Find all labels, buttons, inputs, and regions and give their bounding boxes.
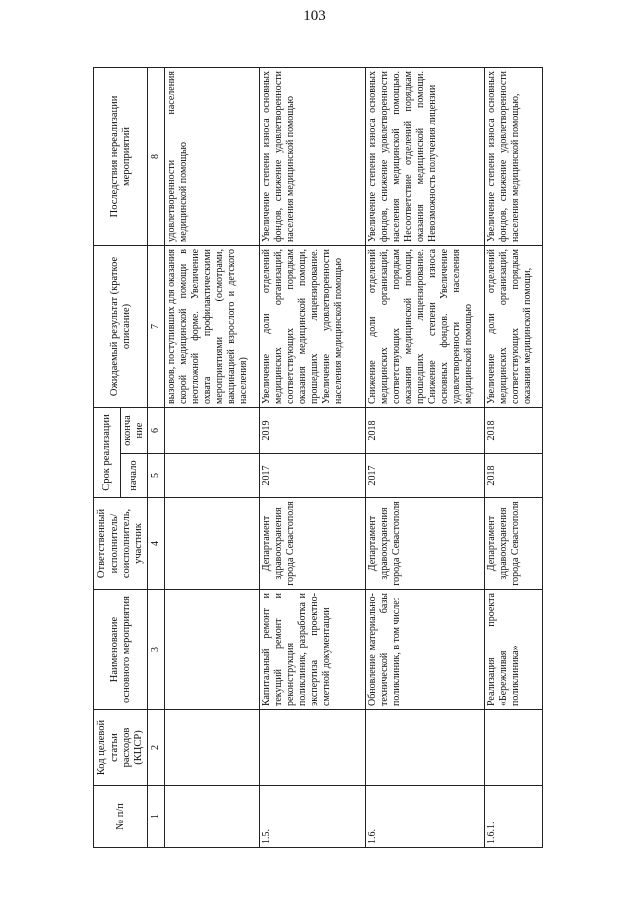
- cell-consequence: Увеличение степени износа основных фондов, снижение удовлетворенности населения медицинской помощью: [260, 67, 366, 245]
- header-code: Код целевой статьи расходов (КЦСР): [94, 710, 148, 786]
- cell-result: Увеличение доли отделений медицинских организаций, соответствующих порядкам оказания медицинской помощи, прошедших лицензирование. Увеличение удовлетворенности населения медицинской помощью: [260, 245, 366, 407]
- cell-start: 2018: [485, 454, 543, 498]
- column-number: 6: [148, 407, 165, 453]
- cell-start: [165, 454, 260, 498]
- column-number: 7: [148, 245, 165, 407]
- measures-table: [93, 67, 543, 848]
- cell-code: [366, 710, 485, 786]
- column-number: 1: [148, 786, 165, 848]
- cell-code: [485, 710, 543, 786]
- cell-name: Капитальный ремонт и текущий ремонт и реконструкция поликлиник, разработка и экспертиза проектно-сметной документации: [260, 590, 366, 710]
- page-number: 103: [303, 8, 326, 24]
- header-term: Срок реализации: [94, 407, 121, 497]
- header-end: оконча ние: [121, 407, 148, 453]
- cell-name: [165, 590, 260, 710]
- cell-end: 2018: [366, 407, 485, 453]
- cell-responsible: Департамент здравоохранения города Севастополя: [485, 498, 543, 590]
- rotated-table-container: [93, 68, 578, 848]
- cell-start: 2017: [260, 454, 366, 498]
- cell-end: 2018: [485, 407, 543, 453]
- cell-responsible: [165, 498, 260, 590]
- column-number: 8: [148, 67, 165, 245]
- table-row: [485, 67, 543, 847]
- header-consequence: Последствия нереализации мероприятий: [94, 67, 148, 245]
- cell-start: 2017: [366, 454, 485, 498]
- header-start: начало: [121, 454, 148, 498]
- cell-consequence: удовлетворенности населения медицинской помощью: [165, 67, 260, 245]
- cell-result: Снижение доли отделений медицинских организаций, соответствующих порядкам оказания медицинской помощи, прошедших лицензирование. Снижение степени износа основных фондов. Увеличение удовлетворенности населения медицинской помощью: [366, 245, 485, 407]
- header-num: № п/п: [94, 786, 148, 848]
- header-row-1: [94, 67, 121, 847]
- cell-num: 1.6.1.: [485, 786, 543, 848]
- column-number: 4: [148, 498, 165, 590]
- cell-num: 1.6.: [366, 786, 485, 848]
- cell-name: Обновление материально-технической базы поликлиник, в том числе:: [366, 590, 485, 710]
- cell-consequence: Увеличение степени износа основных фондов, снижение удовлетворенности населения медицинской помощью. Несоответствие отделений порядкам оказания медицинской помощи. Невозможность получения лицензии: [366, 67, 485, 245]
- cell-responsible: Департамент здравоохранения города Севастополя: [260, 498, 366, 590]
- table-row: [260, 67, 366, 847]
- column-number: 5: [148, 454, 165, 498]
- table-row: [165, 67, 260, 847]
- cell-consequence: Увеличение степени износа основных фондов, снижение удовлетворенности населения медицинской помощью,: [485, 67, 543, 245]
- cell-code: [165, 710, 260, 786]
- cell-code: [260, 710, 366, 786]
- header-result: Ожидаемый результат (краткое описание): [94, 245, 148, 407]
- column-number: 2: [148, 710, 165, 786]
- cell-result: вызовов, поступивших для оказания скорой медицинской помощи в неотложной форме. Увеличение охвата профилактическими мероприятиями (осмотрами, вакцинацией взрослого и детского населения): [165, 245, 260, 407]
- column-number: 3: [148, 590, 165, 710]
- column-number-row: [148, 67, 165, 847]
- cell-num: 1.5.: [260, 786, 366, 848]
- table-row: [366, 67, 485, 847]
- cell-num: [165, 786, 260, 848]
- cell-end: [165, 407, 260, 453]
- cell-name: Реализация проекта «Бережливая поликлиника»: [485, 590, 543, 710]
- header-name: Наименование основного мероприятия: [94, 590, 148, 710]
- cell-responsible: Департамент здравоохранения города Севастополя: [366, 498, 485, 590]
- cell-end: 2019: [260, 407, 366, 453]
- header-responsible: Ответственный исполнитель/ соисполнитель, участник: [94, 498, 148, 590]
- cell-result: Увеличение доли отделений медицинских организаций, соответствующих порядкам оказания медицинской помощи,: [485, 245, 543, 407]
